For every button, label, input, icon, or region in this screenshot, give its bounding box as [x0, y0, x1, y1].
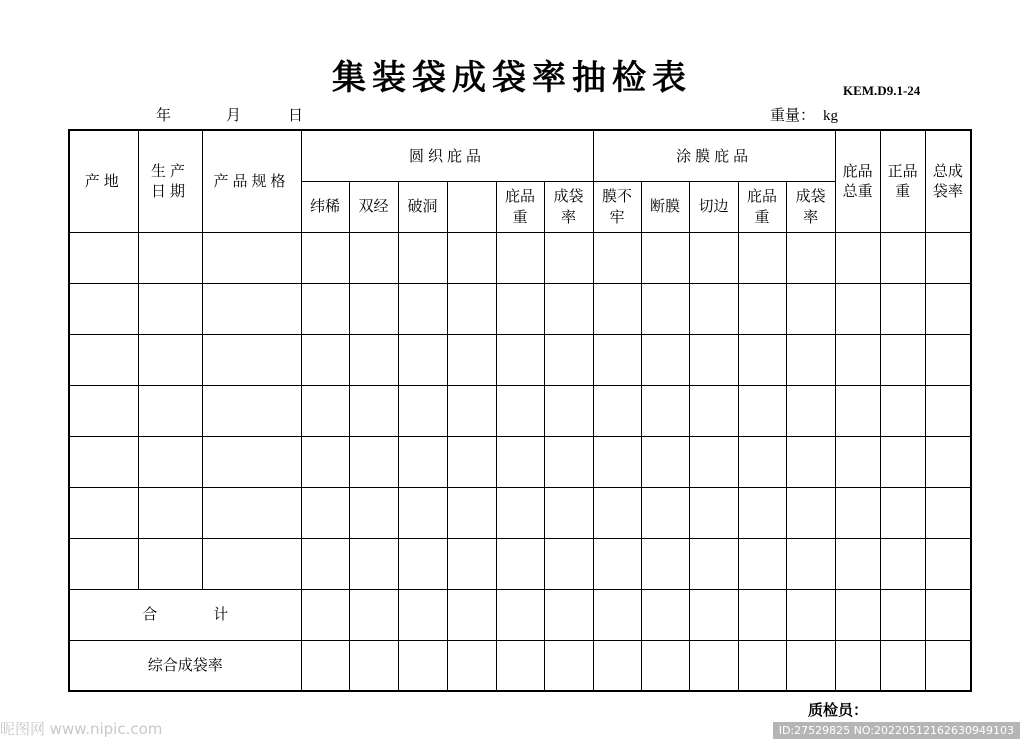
table-cell[interactable]: [880, 487, 925, 538]
table-cell[interactable]: [641, 283, 689, 334]
table-cell[interactable]: [138, 538, 202, 589]
table-cell[interactable]: [835, 385, 880, 436]
table-cell[interactable]: [738, 385, 786, 436]
table-cell[interactable]: [835, 232, 880, 283]
table-cell[interactable]: [447, 640, 496, 691]
table-cell[interactable]: [398, 334, 447, 385]
table-cell[interactable]: [138, 487, 202, 538]
table-cell[interactable]: [925, 589, 971, 640]
table-cell[interactable]: [138, 436, 202, 487]
table-cell[interactable]: [786, 283, 835, 334]
table-cell[interactable]: [544, 640, 593, 691]
header-good-weight-line2: 重: [895, 182, 911, 201]
table-cell[interactable]: [349, 385, 398, 436]
table-cell[interactable]: [447, 232, 496, 283]
sum-label-part2: 计: [213, 605, 229, 624]
table-cell[interactable]: [880, 589, 925, 640]
table-cell[interactable]: [138, 283, 202, 334]
table-cell[interactable]: [880, 640, 925, 691]
table-cell[interactable]: [69, 436, 138, 487]
table-cell[interactable]: [496, 334, 544, 385]
table-cell[interactable]: [496, 436, 544, 487]
table-cell[interactable]: [689, 589, 738, 640]
table-cell[interactable]: [349, 232, 398, 283]
table-cell[interactable]: [138, 334, 202, 385]
table-cell[interactable]: [925, 538, 971, 589]
header-round-defect-weight-line2: 重: [512, 207, 528, 226]
table-cell[interactable]: [835, 538, 880, 589]
table-cell[interactable]: [738, 436, 786, 487]
table-cell[interactable]: [398, 589, 447, 640]
table-cell[interactable]: [689, 385, 738, 436]
table-cell[interactable]: [641, 436, 689, 487]
table-cell[interactable]: [835, 283, 880, 334]
table-cell[interactable]: [544, 487, 593, 538]
table-cell[interactable]: [544, 283, 593, 334]
table-cell[interactable]: [835, 334, 880, 385]
table-cell[interactable]: [925, 436, 971, 487]
header-coat-bag-rate-line2: 率: [803, 207, 819, 226]
table-cell[interactable]: [544, 385, 593, 436]
table-cell[interactable]: [880, 436, 925, 487]
weight-unit: kg: [823, 108, 839, 124]
header-film-loose-line2: 牢: [609, 207, 625, 226]
header-film-loose-line1: 膜不: [602, 187, 633, 206]
table-cell[interactable]: [880, 334, 925, 385]
table-cell[interactable]: [880, 232, 925, 283]
header-production-date-line2: 日期: [150, 182, 189, 201]
table-cell[interactable]: [593, 334, 641, 385]
table-cell[interactable]: [398, 283, 447, 334]
table-cell[interactable]: [689, 640, 738, 691]
table-cell[interactable]: [301, 334, 349, 385]
table-cell[interactable]: [447, 487, 496, 538]
header-weft-sparse: 纬稀: [301, 181, 349, 232]
table-cell[interactable]: [301, 538, 349, 589]
table-cell[interactable]: [880, 283, 925, 334]
table-cell[interactable]: [689, 487, 738, 538]
weight-label: 重量：: [770, 106, 816, 124]
table-cell[interactable]: [738, 283, 786, 334]
header-round-bag-rate-line2: 率: [561, 207, 577, 226]
table-cell[interactable]: [738, 538, 786, 589]
date-month-label: 月: [226, 106, 242, 124]
table-cell[interactable]: [641, 589, 689, 640]
table-row: [69, 385, 971, 436]
table-cell[interactable]: [69, 538, 138, 589]
table-cell[interactable]: [593, 436, 641, 487]
overall-rate-row: [69, 640, 971, 691]
weight-field: [770, 104, 838, 125]
table-cell[interactable]: [925, 385, 971, 436]
table-cell[interactable]: [786, 589, 835, 640]
table-cell[interactable]: [593, 283, 641, 334]
table-cell[interactable]: [689, 232, 738, 283]
document-code: KEM.D9.1-24: [843, 83, 921, 98]
header-round-defect-weight: [496, 181, 544, 232]
header-blank: [447, 181, 496, 232]
table-cell[interactable]: [593, 385, 641, 436]
header-good-weight: [880, 130, 925, 232]
table-cell[interactable]: [689, 283, 738, 334]
table-cell[interactable]: [496, 640, 544, 691]
table-cell[interactable]: [835, 436, 880, 487]
table-cell[interactable]: [496, 538, 544, 589]
table-cell[interactable]: [835, 487, 880, 538]
table-cell[interactable]: [786, 487, 835, 538]
table-cell[interactable]: [786, 385, 835, 436]
table-cell[interactable]: [880, 538, 925, 589]
date-day-label: 日: [288, 106, 304, 124]
table-cell[interactable]: [738, 487, 786, 538]
table-cell[interactable]: [593, 487, 641, 538]
table-cell[interactable]: [641, 232, 689, 283]
table-cell[interactable]: [593, 232, 641, 283]
table-cell[interactable]: [738, 640, 786, 691]
table-cell[interactable]: [641, 334, 689, 385]
table-cell[interactable]: [398, 385, 447, 436]
table-cell[interactable]: [496, 283, 544, 334]
table-cell[interactable]: [349, 538, 398, 589]
table-cell[interactable]: [786, 232, 835, 283]
table-cell[interactable]: [593, 538, 641, 589]
table-cell[interactable]: [786, 640, 835, 691]
table-cell[interactable]: [398, 640, 447, 691]
header-coat-bag-rate-line1: 成袋: [795, 187, 826, 206]
table-cell[interactable]: [349, 334, 398, 385]
table-cell[interactable]: [738, 589, 786, 640]
table-cell[interactable]: [301, 436, 349, 487]
inspector-label: 质检员：: [808, 701, 869, 719]
table-cell[interactable]: [593, 640, 641, 691]
form-title: 集装袋成袋率抽检表: [332, 58, 692, 98]
header-round-bag-rate: [544, 181, 593, 232]
table-cell[interactable]: [202, 538, 301, 589]
table-cell[interactable]: [496, 487, 544, 538]
sum-label: [69, 589, 301, 640]
table-cell[interactable]: [544, 538, 593, 589]
inspection-table: [68, 129, 972, 692]
table-cell[interactable]: [301, 487, 349, 538]
header-round-defect-weight-line1: 庇品: [504, 187, 535, 206]
overall-rate-label: 综合成袋率: [69, 640, 301, 691]
table-cell[interactable]: [496, 232, 544, 283]
header-good-weight-line1: 正品: [887, 162, 918, 180]
table-cell[interactable]: [689, 538, 738, 589]
header-hole: 破洞: [398, 181, 447, 232]
header-film-loose: [593, 181, 641, 232]
table-cell[interactable]: [880, 385, 925, 436]
table-cell[interactable]: [835, 640, 880, 691]
header-coat-defect-weight: [738, 181, 786, 232]
table-cell[interactable]: [544, 232, 593, 283]
table-cell[interactable]: [69, 283, 138, 334]
header-total-rate: [925, 130, 971, 232]
table-row: [69, 487, 971, 538]
table-cell[interactable]: [447, 334, 496, 385]
header-round-woven-defects: 圆织庇品: [301, 130, 593, 181]
header-origin: 产地: [69, 130, 138, 232]
table-cell[interactable]: [544, 436, 593, 487]
table-cell[interactable]: [447, 538, 496, 589]
header-trim-edge: 切边: [689, 181, 738, 232]
table-cell[interactable]: [301, 283, 349, 334]
table-cell[interactable]: [925, 232, 971, 283]
table-cell[interactable]: [925, 640, 971, 691]
header-coat-defect-weight-line1: 庇品: [747, 187, 778, 206]
table-cell[interactable]: [202, 385, 301, 436]
table-cell[interactable]: [641, 487, 689, 538]
header-coat-bag-rate: [786, 181, 835, 232]
table-cell[interactable]: [925, 487, 971, 538]
header-row-1: [69, 130, 971, 181]
table-cell[interactable]: [138, 232, 202, 283]
table-cell[interactable]: [447, 385, 496, 436]
header-round-bag-rate-line1: 成袋: [553, 187, 584, 206]
table-cell[interactable]: [398, 487, 447, 538]
table-cell[interactable]: [301, 640, 349, 691]
table-cell[interactable]: [447, 283, 496, 334]
table-cell[interactable]: [202, 436, 301, 487]
table-cell[interactable]: [835, 589, 880, 640]
table-cell[interactable]: [925, 334, 971, 385]
table-cell[interactable]: [544, 589, 593, 640]
table-cell[interactable]: [349, 283, 398, 334]
table-cell[interactable]: [689, 436, 738, 487]
header-coating-defects: 涂膜庇品: [593, 130, 835, 181]
site-watermark: 昵图网 www.nipic.com: [0, 720, 163, 738]
table-cell[interactable]: [496, 385, 544, 436]
table-cell[interactable]: [349, 640, 398, 691]
table-cell[interactable]: [69, 334, 138, 385]
table-cell[interactable]: [738, 232, 786, 283]
image-id-watermark: ID:27529825 NO:20220512162630949103: [773, 722, 1020, 739]
sum-label-part1: 合: [142, 605, 158, 624]
table-cell[interactable]: [786, 436, 835, 487]
header-defect-total-weight-line1: 庇品: [842, 162, 873, 180]
table-cell[interactable]: [925, 283, 971, 334]
table-cell[interactable]: [69, 232, 138, 283]
table-cell[interactable]: [544, 334, 593, 385]
table-cell[interactable]: [202, 232, 301, 283]
table-cell[interactable]: [349, 589, 398, 640]
table-row: [69, 538, 971, 589]
table-cell[interactable]: [786, 538, 835, 589]
table-cell[interactable]: [349, 487, 398, 538]
table-cell[interactable]: [398, 232, 447, 283]
table-cell[interactable]: [641, 640, 689, 691]
header-spec: 产品规格: [202, 130, 301, 232]
table-cell[interactable]: [202, 487, 301, 538]
table-cell[interactable]: [738, 334, 786, 385]
table-cell[interactable]: [138, 385, 202, 436]
sum-row: [69, 589, 971, 640]
table-cell[interactable]: [496, 589, 544, 640]
table-cell[interactable]: [202, 334, 301, 385]
table-cell[interactable]: [398, 538, 447, 589]
table-cell[interactable]: [69, 385, 138, 436]
table-cell[interactable]: [398, 436, 447, 487]
table-row: [69, 283, 971, 334]
header-production-date: [138, 130, 202, 232]
table-cell[interactable]: [641, 385, 689, 436]
table-cell[interactable]: [301, 385, 349, 436]
date-year-label: 年: [156, 106, 172, 124]
table-cell[interactable]: [689, 334, 738, 385]
header-coat-defect-weight-line2: 重: [754, 207, 770, 226]
header-defect-total-weight-line2: 总重: [842, 182, 873, 201]
header-broken-film: 断膜: [641, 181, 689, 232]
table-cell[interactable]: [69, 487, 138, 538]
header-total-rate-line2: 袋率: [932, 182, 963, 201]
table-cell[interactable]: [447, 589, 496, 640]
table-cell[interactable]: [786, 334, 835, 385]
table-row: [69, 232, 971, 283]
header-double-warp: 双经: [349, 181, 398, 232]
table-cell[interactable]: [447, 436, 496, 487]
table-row: [69, 334, 971, 385]
header-total-rate-line1: 总成: [932, 162, 963, 180]
header-defect-total-weight: [835, 130, 880, 232]
table-cell[interactable]: [301, 232, 349, 283]
header-production-date-line1: 生产: [150, 162, 189, 180]
table-cell[interactable]: [641, 538, 689, 589]
table-row: [69, 436, 971, 487]
table-cell[interactable]: [301, 589, 349, 640]
table-cell[interactable]: [593, 589, 641, 640]
table-cell[interactable]: [349, 436, 398, 487]
table-cell[interactable]: [202, 283, 301, 334]
